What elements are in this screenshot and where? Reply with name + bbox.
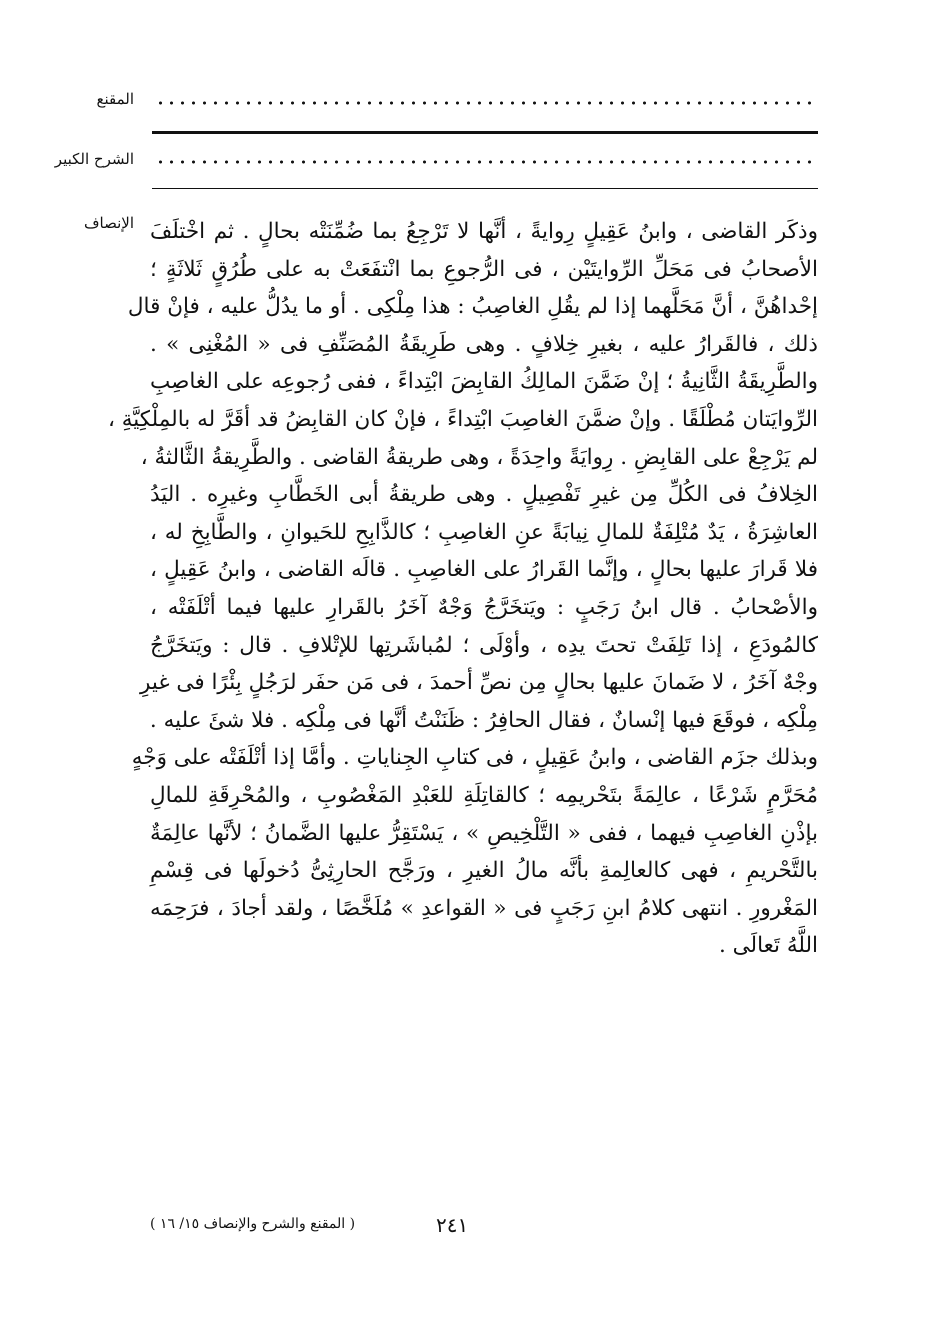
text-line: الأصحابُ فى مَحَلِّ الرِّوايتَيْن ، فى الرُّجوعِ بما انْتفَعَتْ به على طُرُقٍ ثَلاثَةٍ ؛ — [150, 256, 818, 282]
text-line: ذلك ، فالقَرارُ عليه ، بغيرِ خِلافٍ . وهى طَرِيقَةُ المُصَنِّفِ فى « المُغْنِى » . — [150, 331, 818, 357]
text-line: كالمُودَعِ ، إذا تَلِفَتْ تحتَ يدِه ، وأوْلَى ؛ لمُباشَرتِها للإتْلافِ . قال : ويَتخَرَّجُ — [150, 632, 818, 658]
text-line: والطَّرِيقَةُ الثَّانِيةُ ؛ إنْ ضَمَّنَ المالِكُ القابِضَ ابْتِداءً ، ففى رُجوعِه على الغاصِبِ — [150, 369, 818, 395]
label-muqni: المقنع — [96, 90, 134, 108]
label-insaf: الإنصاف — [83, 214, 134, 232]
text-line: إحْداهُنَّ ، أنَّ مَحَلَّهما إذا لم يقُلِ الغاصِبُ : هذا مِلْكِى . أو ما يدُلُّ عليه ، فإنْ قال — [127, 294, 818, 320]
text-line: وجْهٌ آخَرُ ، لا ضَمانَ عليها بحالٍ مِن نصِّ أحمدَ ، فى مَن حفَر لرَجُلٍ بِئْرًا فى غيرِ — [140, 670, 818, 696]
text-line: مِلْكِه ، فوقَعَ فيها إنْسانٌ ، فقال الحافِرُ : ظَنَنْتُ أنَّها فى مِلْكِه . فلا شئَ عليه . — [149, 707, 818, 733]
text-line: فلا قَرارَ عليها بحالٍ ، وإنَّما القَرارُ على الغاصِبِ . قالَه القاضى ، وابنُ عَقِيلٍ ، — [150, 557, 818, 583]
divider-thick — [152, 131, 818, 134]
text-line: وبذلك جزَم القاضى ، وابنُ عَقِيلٍ ، فى كتابِ الجِناياتِ . وأمَّا إذا أتْلَفَتْه على وَجْهٍ — [131, 745, 818, 771]
text-line: اللَّهُ تَعالَى . — [718, 933, 818, 959]
divider-thin — [152, 188, 818, 189]
text-line: لم يَرْجِعْ على القابِضِ . رِوايَةً واحِدَةً ، وهى طريقةُ القاضى . والطَّرِيقةُ الثَّالثةُ ، — [140, 444, 818, 470]
dotted-line-muqni — [155, 101, 815, 105]
text-line: مُحَرَّمٍ شَرْعًا ، عالِمَةً بتَحْريمِه ؛ كالقاتِلَةِ للعَبْدِ المَغْصُوبِ ، والمُحْرِقَةِ للمالِ — [150, 782, 818, 808]
text-line: المَغْرورِ . انتهى كلامُ ابنِ رَجَبٍ فى « القواعدِ » مُلَخَّصًا ، ولقد أجادَ ، فرَحِمَه — [150, 895, 818, 921]
text-line: بإذْنِ الغاصِبِ فيهما ، ففى « التَّلْخِيصِ » ، يَسْتَقِرُّ عليها الضَّمانُ ؛ لأنَّها عالِمَةٌ — [150, 820, 818, 846]
text-line: الخِلافُ فى الكُلِّ مِن غيرِ تَفْصِيلٍ . وهى طريقةُ أبى الخَطَّابِ وغيرِه . اليَدُ — [150, 482, 818, 508]
text-line: العاشِرَةُ ، يَدٌ مُتْلِفَةٌ للمالِ نِيابَةً عنِ الغاصِبِ ؛ كالذَّابِحِ للحَيوانِ ، والطَّابِخِ له ، — [150, 519, 818, 545]
text-line: الرِّوايَتان مُطْلَقًا . وإنْ ضمَّنَ الغاصِبَ ابْتِداءً ، فإنْ كان القابِضُ قد أقَرَّ له بالمِلْكِيَّةِ ، — [107, 406, 818, 432]
page-number: ٢٤١ — [436, 1213, 469, 1237]
label-sharh: الشرح الكبير — [54, 150, 134, 168]
volume-reference: ( المقنع والشرح والإنصاف ١٥/ ١٦ ) — [150, 1216, 356, 1232]
text-line: وذكَر القاضى ، وابنُ عَقِيلٍ رِوايةً ، أنَّها لا تَرْجِعُ بما ضُمِّنَتْه بحالٍ . ثم اخْتلَفَ — [150, 219, 818, 244]
dotted-line-sharh — [155, 160, 815, 164]
text-line: بالتَّحْريمِ ، فهى كالعالِمةِ بأنَّه مالُ الغيرِ ، ورَجَّح الحارِثِىُّ دُخولَها فى قِسْمِ — [150, 858, 818, 884]
text-line: والأصْحابُ . قال ابنُ رَجَبٍ : ويَتخَرَّجُ وَجْهٌ آخَرُ بالقَرارِ عليها فيما أتْلَفَتْه ، — [150, 594, 818, 620]
